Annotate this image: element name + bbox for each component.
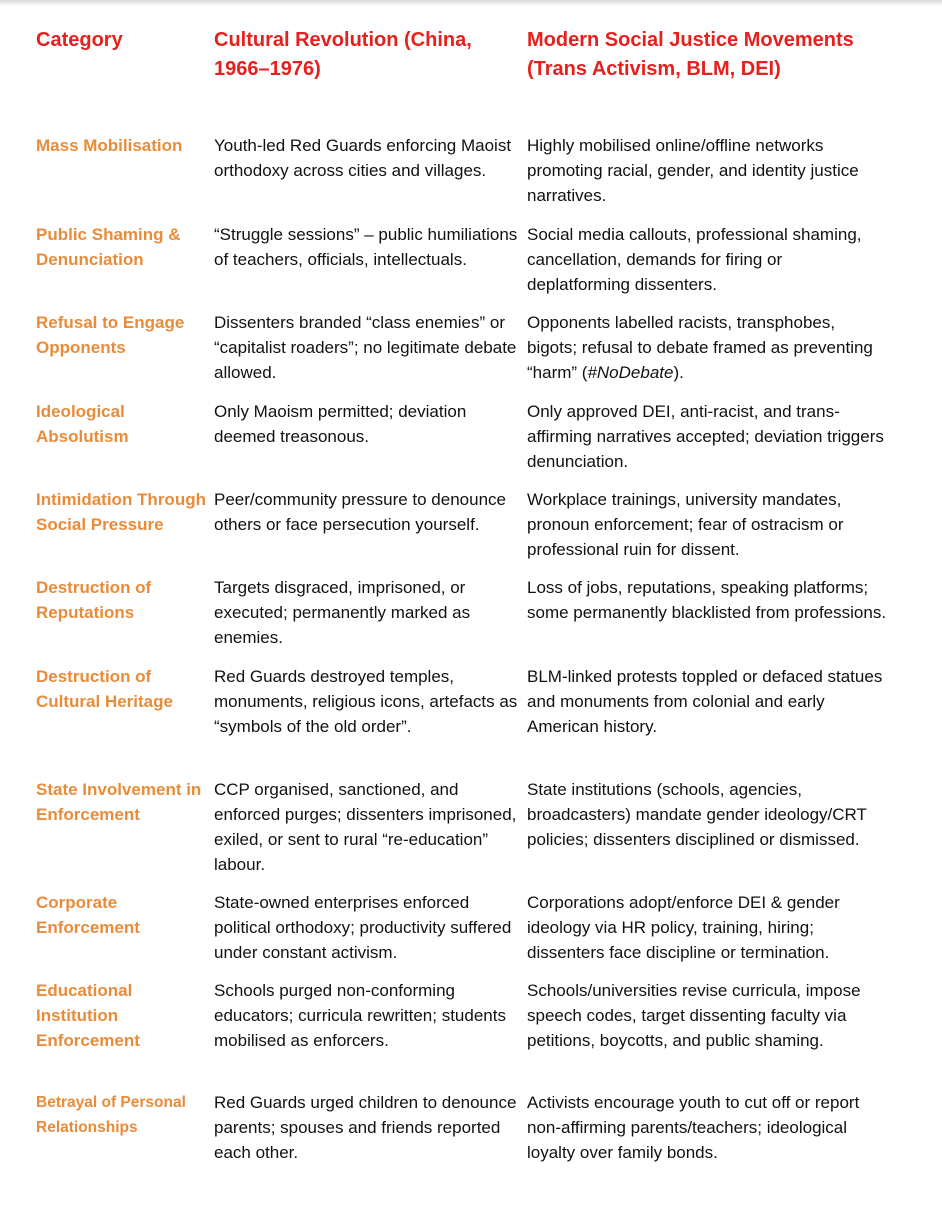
row-category: Destruction of Cultural Heritage xyxy=(36,667,173,711)
row-cultural-revolution: Only Maoism permitted; deviation deemed treasonous. xyxy=(214,402,467,446)
header-modern-movements: Modern Social Justice Movements (Trans Activism, BLM, DEI) xyxy=(527,29,854,80)
row-modern: Only approved DEI, anti-racist, and trans-affirming narratives accepted; deviation triggers denunciation. xyxy=(527,402,884,471)
row-cultural-revolution: State-owned enterprises enforced political orthodoxy; productivity suffered under constant activism. xyxy=(214,893,512,962)
hashtag-text: #NoDebate xyxy=(587,363,674,382)
row-cultural-revolution: “Struggle sessions” – public humiliations of teachers, officials, intellectuals. xyxy=(214,225,518,269)
row-modern: Corporations adopt/enforce DEI & gender ideology via HR policy, training, hiring; dissenters face discipline or termination. xyxy=(527,893,840,962)
row-modern xyxy=(527,310,887,385)
row-modern-text: Opponents labelled racists, transphobes, bigots; refusal to debate framed as preventing “harm” ( xyxy=(527,313,873,382)
row-modern: Schools/universities revise curricula, impose speech codes, target dissenting faculty via petitions, boycotts, and public shaming. xyxy=(527,981,861,1050)
row-modern: BLM-linked protests toppled or defaced statues and monuments from colonial and early American history. xyxy=(527,667,883,736)
header-category: Category xyxy=(36,29,123,51)
row-cultural-revolution: Dissenters branded “class enemies” or “capitalist roaders”; no legitimate debate allowed. xyxy=(214,313,517,382)
row-category: Public Shaming & Denunciation xyxy=(36,225,181,269)
table-header-row xyxy=(36,26,916,96)
row-modern: Workplace trainings, university mandates, pronoun enforcement; fear of ostracism or professional ruin for dissent. xyxy=(527,490,844,559)
row-category: Ideological Absolutism xyxy=(36,402,129,446)
row-modern: State institutions (schools, agencies, broadcasters) mandate gender ideology/CRT policies; dissenters disciplined or dismissed. xyxy=(527,780,867,849)
row-category: Mass Mobilisation xyxy=(36,136,183,155)
row-modern: Social media callouts, professional shaming, cancellation, demands for firing or deplatforming dissenters. xyxy=(527,225,862,294)
row-modern: Activists encourage youth to cut off or report non-affirming parents/teachers; ideological loyalty over family bonds. xyxy=(527,1093,860,1162)
row-cultural-revolution: Red Guards urged children to denounce parents; spouses and friends reported each other. xyxy=(214,1093,517,1162)
row-modern-text-end: ). xyxy=(673,363,684,382)
row-category: Destruction of Reputations xyxy=(36,578,152,622)
row-modern: Loss of jobs, reputations, speaking platforms; some permanently blacklisted from professions. xyxy=(527,578,887,622)
row-category: Corporate Enforcement xyxy=(36,893,140,937)
row-cultural-revolution: Red Guards destroyed temples, monuments, religious icons, artefacts as “symbols of the old order”. xyxy=(214,667,518,736)
row-category: Betrayal of Personal Relationships xyxy=(36,1094,186,1136)
row-cultural-revolution: CCP organised, sanctioned, and enforced purges; dissenters imprisoned, exiled, or sent to rural “re-education” labour. xyxy=(214,780,517,874)
row-cultural-revolution: Youth-led Red Guards enforcing Maoist orthodoxy across cities and villages. xyxy=(214,136,512,180)
row-category: Intimidation Through Social Pressure xyxy=(36,490,206,534)
row-modern: Highly mobilised online/offline networks promoting racial, gender, and identity justice narratives. xyxy=(527,136,859,205)
row-category: State Involvement in Enforcement xyxy=(36,780,202,824)
row-cultural-revolution: Targets disgraced, imprisoned, or executed; permanently marked as enemies. xyxy=(214,578,471,647)
page-top-edge xyxy=(0,0,942,6)
row-category: Refusal to Engage Opponents xyxy=(36,313,185,357)
row-cultural-revolution: Peer/community pressure to denounce others or face persecution yourself. xyxy=(214,490,506,534)
row-category: Educational Institution Enforcement xyxy=(36,981,140,1050)
row-cultural-revolution: Schools purged non-conforming educators; curricula rewritten; students mobilised as enforcers. xyxy=(214,981,506,1050)
header-cultural-revolution: Cultural Revolution (China, 1966–1976) xyxy=(214,29,472,80)
